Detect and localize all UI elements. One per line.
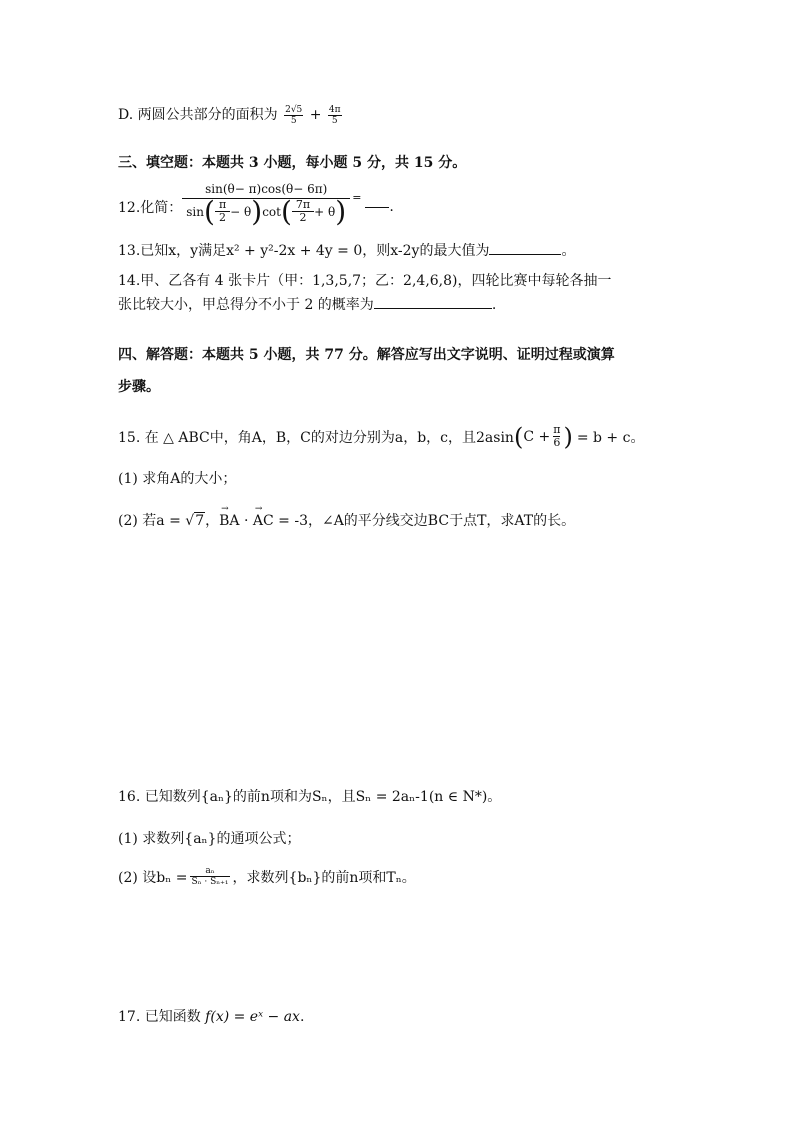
fraction-2root5-over-5 bbox=[284, 105, 303, 126]
comma: ， bbox=[205, 513, 220, 529]
q12-denominator: sin ( $\frac{\pi}{2}$ − θ ) cot ( $\frac{7\pi}{2}$ + θ ) bbox=[186, 194, 347, 228]
q14-text: 张比较大小，甲总得分不小于 2 的概率为 bbox=[118, 297, 374, 313]
dot-product: · bbox=[239, 513, 253, 529]
section-3-heading: 三、填空题：本题共 3 小题，每小题 5 分，共 15 分。 bbox=[118, 155, 467, 171]
num: π bbox=[218, 198, 227, 211]
pi-over-2 bbox=[215, 199, 230, 224]
q16-stem-end: (n ∈ N*)。 bbox=[428, 789, 502, 805]
q17-end: . bbox=[299, 1009, 305, 1025]
q13-text: 13.已知x，y满足x² + y²-2x + 4y = 0，则x-2y的最大值为 bbox=[118, 243, 490, 259]
q15-part2-end: = -3，∠A的平分线交边BC于点T，求AT的长。 bbox=[273, 513, 576, 529]
question-15-stem: 15. 在 △ ABC中，角A，B，C的对边分别为a，b，c，且2asin ( C + $\frac{\pi}{6}$ ) = b + c。 bbox=[118, 422, 645, 451]
vector-ac: → AC bbox=[253, 513, 274, 529]
frac-numerator: aₙ bbox=[205, 866, 215, 876]
frac-denominator: 5 bbox=[331, 115, 338, 126]
q14-answer-blank[interactable] bbox=[374, 308, 492, 309]
num: π bbox=[553, 423, 561, 436]
frac-denominator: 5 bbox=[290, 115, 297, 126]
question-13 bbox=[118, 240, 575, 260]
section-4-heading-line2: 步骤。 bbox=[118, 379, 160, 395]
question-12 bbox=[118, 180, 394, 228]
sin-text: sin bbox=[186, 204, 204, 219]
section-4-heading-line1: 四、解答题：本题共 5 小题，共 77 分。解答应写出文字说明、证明过程或演算 bbox=[118, 347, 615, 363]
frac-numerator: 2√5 bbox=[285, 104, 303, 115]
question-14-line2 bbox=[118, 294, 496, 314]
question-14-line1: 14.甲、乙各有 4 张卡片（甲：1,3,5,7；乙：2,4,6,8)，四轮比赛中每轮各抽一 bbox=[118, 273, 612, 289]
q14-end: . bbox=[491, 297, 497, 313]
q15-inner: C + bbox=[523, 428, 551, 445]
option-d bbox=[118, 104, 344, 126]
q12-label: 12.化简： bbox=[118, 200, 183, 216]
den: 2 bbox=[299, 211, 307, 224]
question-16-stem bbox=[118, 786, 501, 806]
q16-stem-text: 16. 已知数列{aₙ}的前n项和为Sₙ，且Sₙ = 2aₙ-1 bbox=[118, 789, 429, 805]
q12-fraction bbox=[182, 180, 350, 228]
q16-part2-text: (2) 设bₙ = bbox=[118, 869, 188, 886]
fraction-4pi-over-5 bbox=[328, 105, 342, 126]
q17-stem: 17. 已知函数 bbox=[118, 1009, 201, 1025]
frac-denominator: Sₙ · Sₙ₊₁ bbox=[191, 877, 229, 887]
q12-numerator: sin(θ− π)cos(θ− 6π) bbox=[205, 182, 328, 196]
q16-part2 bbox=[118, 866, 416, 887]
pi-over-6 bbox=[553, 424, 560, 449]
q15-stem-end: = b + c。 bbox=[576, 429, 645, 446]
minus-theta: − θ bbox=[230, 204, 252, 219]
frac-numerator: 4π bbox=[328, 104, 341, 115]
equals-sign: = bbox=[352, 190, 362, 204]
q15-part2-text: (2) 若a = bbox=[118, 513, 186, 529]
plus-sign: + bbox=[309, 107, 322, 123]
q13-end: 。 bbox=[561, 243, 576, 259]
q15-stem-text: 15. 在 △ ABC中，角A，B，C的对边分别为a，b，c，且2asin bbox=[118, 429, 514, 446]
q12-answer-blank[interactable] bbox=[365, 207, 389, 208]
cot-text: cot bbox=[262, 204, 281, 219]
question-17 bbox=[118, 1006, 304, 1026]
q16-part1: (1) 求数列{aₙ}的通项公式； bbox=[118, 831, 301, 847]
q15-part1: (1) 求角A的大小； bbox=[118, 471, 237, 487]
plus-theta: + θ bbox=[314, 204, 336, 219]
den: 6 bbox=[553, 436, 561, 449]
q16-part2-end: ，求数列{bₙ}的前n项和Tₙ。 bbox=[232, 869, 416, 886]
sqrt-7: 7 bbox=[195, 513, 205, 529]
den: 2 bbox=[219, 211, 227, 224]
7pi-over-2 bbox=[292, 199, 314, 224]
q17-function: f(x) = eˣ − ax bbox=[205, 1009, 300, 1025]
q13-answer-blank[interactable] bbox=[489, 254, 561, 255]
vector-ba: → BA bbox=[219, 513, 239, 529]
q12-end: . bbox=[389, 199, 394, 215]
q15-part2 bbox=[118, 510, 575, 530]
bn-fraction bbox=[190, 866, 229, 887]
option-d-text: D. 两圆公共部分的面积为 bbox=[118, 107, 278, 123]
num: 7π bbox=[295, 198, 311, 211]
sqrt-symbol: √ bbox=[185, 513, 195, 529]
